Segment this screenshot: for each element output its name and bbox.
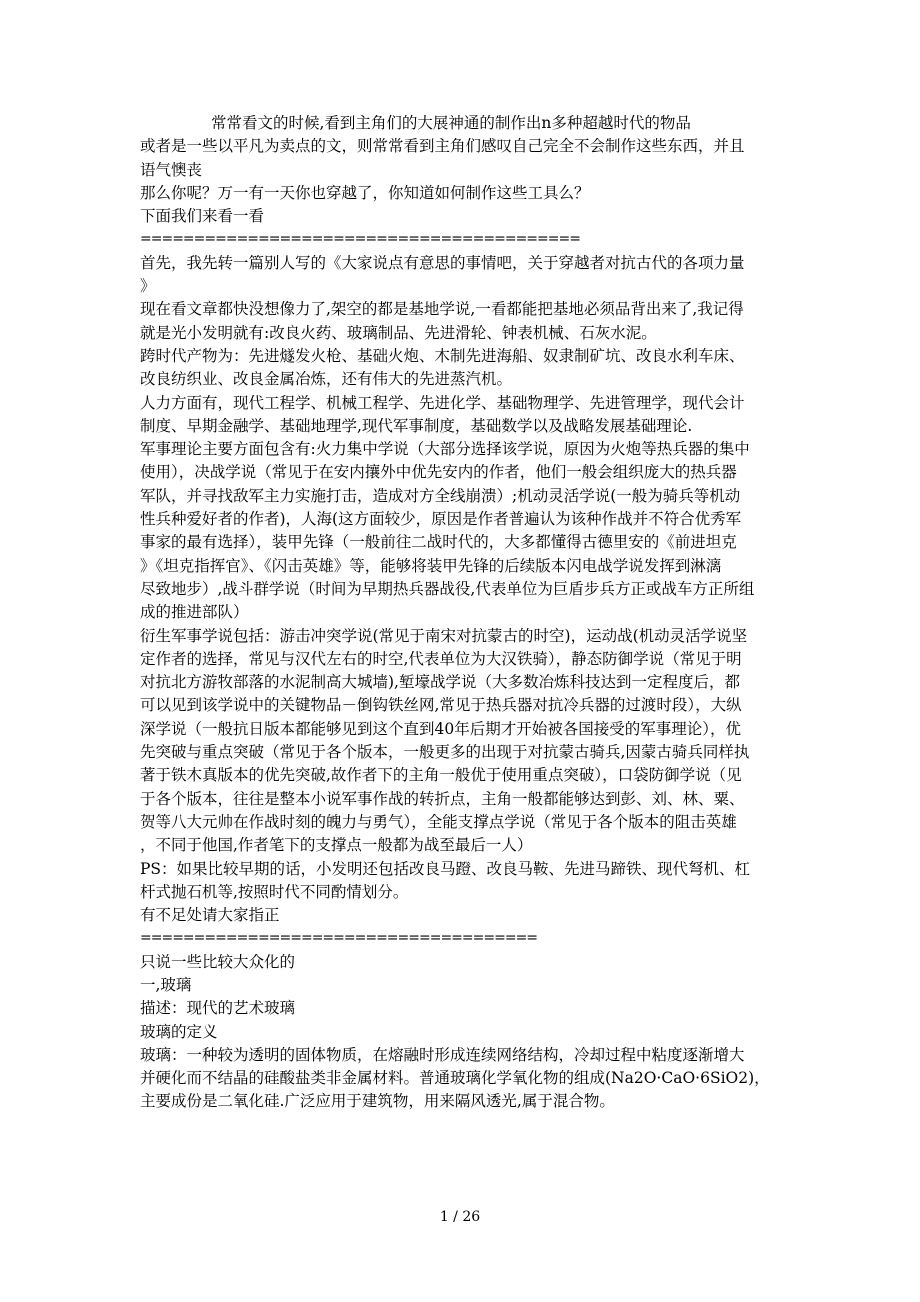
text-line: 人力方面有，现代工程学、机械工程学、先进化学、基础物理学、先进管理学，现代会计 — [140, 393, 745, 412]
text-line: 只说一些比较大众化的 — [140, 952, 296, 971]
text-line: 深学说（一般抗日版本都能够见到这个直到40年后期才开始被各国接受的军事理论），优 — [140, 719, 741, 738]
document-body — [140, 112, 782, 1114]
text-line: 》 — [140, 277, 156, 296]
subsection-heading: 玻璃的定义 — [140, 1022, 218, 1041]
text-line: 可以见到该学说中的关键物品－倒钩铁丝网,常见于热兵器对抗冷兵器的过渡时段），大纵 — [140, 696, 742, 715]
text-line: 主要成份是二氧化硅.广泛应用于建筑物，用来隔风透光,属于混合物。 — [140, 1092, 615, 1111]
text-line: 于各个版本，往往是整本小说军事作战的转折点，主角一般都能够达到彭、刘、林、粟、 — [140, 789, 745, 808]
text-line: 使用），决战学说（常见于在安内攘外中优先安内的作者，他们一般会组织庞大的热兵器 — [140, 463, 737, 482]
text-line: 事家的最有选择），装甲先锋（一般前往二战时代的，大多都懂得古德里安的《前进坦克 — [140, 533, 737, 552]
separator-line: ========================================= — [140, 231, 580, 248]
text-line: 性兵种爱好者的作者)，人海(这方面较少，原因是作者普遍认为该种作战并不符合优秀军 — [140, 510, 742, 529]
text-line: 玻璃：一种较为透明的固体物质，在熔融时形成连续网络结构，冷却过程中粘度逐渐增大 — [140, 1045, 745, 1064]
text-line: 军队，并寻找敌军主力实施打击，造成对方全线崩溃）;机动灵活学说(一般为骑兵等机动 — [140, 486, 741, 505]
text-line: ，不同于他国,作者笔下的支撑点一般都为战至最后一人） — [140, 836, 533, 855]
text-line: 常常看文的时候,看到主角们的大展神通的制作出n多种超越时代的物品 — [211, 114, 691, 132]
text-line: 并硬化而不结晶的硅酸盐类非金属材料。普通玻璃化学氧化物的组成(Na2O·CaO·6SiO2)， — [140, 1069, 770, 1088]
text-line: 跨时代产物为：先进燧发火枪、基础火炮、木制先进海船、奴隶制矿坑、改良水利车床、 — [140, 346, 745, 365]
text-line: 杆式抛石机等,按照时代不同酌情划分。 — [140, 882, 409, 901]
text-line: 对抗北方游牧部落的水泥制高大城墙),堑壕战学说（大多数冶炼科技达到一定程度后，都 — [140, 673, 740, 692]
text-line: 定作者的选择，常见与汉代左右的时空,代表单位为大汉铁骑），静态防御学说（常见于明 — [140, 649, 742, 668]
text-line: 贺等八大元帅在作战时刻的魄力与勇气），全能支撑点学说（常见于各个版本的阻击英雄 — [140, 812, 737, 831]
text-line: 制度、早期金融学、基础地理学,现代军事制度，基础数学以及战略发展基础理论. — [140, 416, 693, 435]
text-line: 成的推进部队） — [140, 603, 249, 622]
text-line: 首先，我先转一篇别人写的《大家说点有意思的事情吧，关于穿越者对抗古代的各项力量 — [140, 253, 745, 272]
text-line: 现在看文章都快没想像力了,架空的都是基地学说,一看都能把基地必须品背出来了,我记得 — [140, 300, 744, 319]
page-number: 1 / 26 — [439, 1209, 481, 1225]
text-line: 先突破与重点突破（常见于各个版本，一般更多的出现于对抗蒙古骑兵,因蒙古骑兵同样执 — [140, 743, 750, 762]
text-line: PS：如果比较早期的话，小发明还包括改良马蹬、改良马鞍、先进马蹄铁、现代弩机、杠 — [140, 859, 751, 878]
section-heading: 一,玻璃 — [140, 975, 192, 994]
text-line: 描述：现代的艺术玻璃 — [140, 999, 296, 1018]
text-line: 衍生军事学说包括：游击冲突学说(常见于南宋对抗蒙古的时空)，运动战(机动灵活学说坚 — [140, 626, 748, 645]
text-line: 语气懊丧 — [140, 160, 203, 179]
text-line: 著于铁木真版本的优先突破,故作者下的主角一般优于使用重点突破），口袋防御学说（见 — [140, 766, 742, 785]
text-line: 》《坦克指挥官》、《闪击英雄》等，能够将装甲先锋的后续版本闪电战学说发挥到淋漓 — [140, 556, 722, 575]
text-line: 军事理论主要方面包含有:火力集中学说（大部分选择该学说，原因为火炮等热兵器的集中 — [140, 440, 750, 459]
text-line: 改良纺织业、改良金属冶炼，还有伟大的先进蒸汽机。 — [140, 370, 513, 389]
text-line: 尽致地步）,战斗群学说（时间为早期热兵器战役,代表单位为巨盾步兵方正或战车方正所组 — [140, 579, 755, 598]
text-line: 那么你呢？万一有一天你也穿越了，你知道如何制作这些工具么？ — [140, 183, 590, 202]
text-line: 就是光小发明就有:改良火药、玻璃制品、先进滑轮、钟表机械、石灰水泥。 — [140, 323, 657, 342]
separator-line: ===================================== — [140, 930, 538, 947]
text-line: 下面我们来看一看 — [140, 207, 265, 226]
text-line: 有不足处请大家指正 — [140, 906, 280, 925]
text-line: 或者是一些以平凡为卖点的文，则常常看到主角们感叹自己完全不会制作这些东西，并且 — [140, 137, 745, 156]
